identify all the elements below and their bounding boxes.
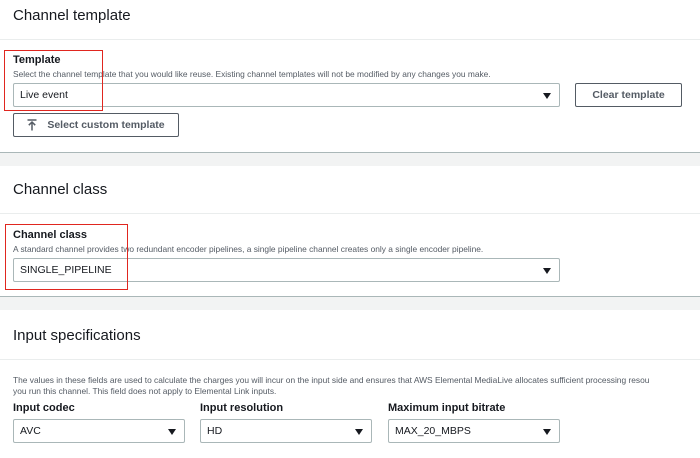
channel-template-header xyxy=(0,0,700,40)
input-codec-select[interactable] xyxy=(13,419,185,443)
template-select[interactable] xyxy=(13,83,560,107)
channel-template-title: Channel template xyxy=(13,7,131,24)
chevron-down-icon xyxy=(543,268,551,274)
channel-class-label: Channel class xyxy=(13,229,87,241)
input-specifications-description-line2: you run this channel. This field does not apply to Elemental Link inputs. xyxy=(13,386,277,396)
input-specifications-title: Input specifications xyxy=(13,327,141,344)
select-custom-template-label: Select custom template xyxy=(47,119,165,131)
upload-icon xyxy=(27,119,37,131)
channel-class-description: A standard channel provides two redundant encoder pipelines, a single pipeline channel creates only a single encoder pipeline. xyxy=(13,244,484,254)
channel-class-select-value: SINGLE_PIPELINE xyxy=(20,264,112,276)
template-select-value: Live event xyxy=(20,89,68,101)
channel-class-header xyxy=(0,166,700,214)
channel-class-select[interactable] xyxy=(13,258,560,282)
channel-class-title: Channel class xyxy=(13,181,108,198)
input-specifications-header xyxy=(0,310,700,360)
maximum-input-bitrate-select[interactable] xyxy=(388,419,560,443)
channel-class-panel xyxy=(0,166,700,297)
chevron-down-icon xyxy=(543,429,551,435)
select-custom-template-button[interactable] xyxy=(13,113,179,137)
chevron-down-icon xyxy=(543,93,551,99)
input-resolution-select[interactable] xyxy=(200,419,372,443)
template-label: Template xyxy=(13,54,61,66)
input-specifications-description-line1: The values in these fields are used to calculate the charges you will incur on the input side and ensures that AWS Elemental MediaLive allocates sufficient processing resou xyxy=(13,375,650,385)
input-specifications-panel xyxy=(0,310,700,458)
clear-template-button[interactable]: Clear template xyxy=(575,83,682,107)
input-codec-label: Input codec xyxy=(13,402,75,414)
chevron-down-icon xyxy=(168,429,176,435)
template-description: Select the channel template that you would like reuse. Existing channel templates will not be modified by any changes you make. xyxy=(13,69,491,79)
input-codec-value: AVC xyxy=(20,425,41,437)
input-resolution-value: HD xyxy=(207,425,223,437)
maximum-input-bitrate-value: MAX_20_MBPS xyxy=(395,425,471,437)
input-resolution-label: Input resolution xyxy=(200,402,284,414)
chevron-down-icon xyxy=(355,429,363,435)
maximum-input-bitrate-label: Maximum input bitrate xyxy=(388,402,506,414)
channel-template-panel xyxy=(0,0,700,153)
